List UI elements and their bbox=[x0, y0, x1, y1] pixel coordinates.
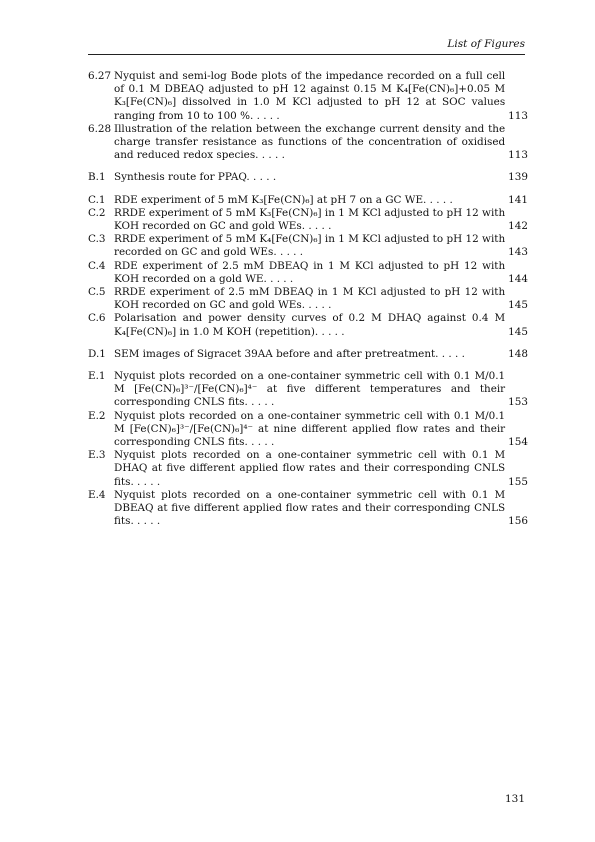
figure-caption: Polarisation and power density curves of 0.2 M DHAQ against 0.4 M K₄[Fe(CN)₆] in 1.0 M KOH (repetition). . . . . bbox=[114, 312, 506, 338]
leader-dots: . . . . bbox=[438, 347, 465, 360]
leader-dots: . . . . bbox=[266, 272, 294, 285]
figure-caption: RRDE experiment of 5 mM K₄[Fe(CN)₆] in 1 M KCl adjusted to pH 12 with recorded on GC and gold WEs. . . . . bbox=[114, 233, 506, 259]
page-ref[interactable]: 143 bbox=[508, 246, 528, 259]
page-ref[interactable]: 145 bbox=[508, 325, 528, 338]
page-ref[interactable]: 148 bbox=[508, 347, 528, 360]
figure-caption: RDE experiment of 2.5 mM DBEAQ in 1 M KCl adjusted to pH 12 with KOH recorded on a gold WE. . . . . bbox=[114, 259, 506, 285]
figure-number: E.2 bbox=[88, 409, 106, 422]
figure-number: E.4 bbox=[88, 488, 106, 501]
entry-body bbox=[114, 207, 528, 233]
leader-dots: . . . . bbox=[133, 475, 161, 488]
entry-body bbox=[114, 348, 528, 361]
entry-body bbox=[114, 233, 528, 259]
figure-caption: RDE experiment of 5 mM K₃[Fe(CN)₆] at pH 7 on a GC WE. . . . . bbox=[114, 193, 453, 206]
page-ref[interactable]: 153 bbox=[508, 396, 528, 409]
figure-caption: RRDE experiment of 5 mM K₃[Fe(CN)₆] in 1 M KCl adjusted to pH 12 with KOH recorded on GC and gold WEs. . . . . bbox=[114, 206, 506, 233]
figure-number: D.1 bbox=[88, 347, 106, 360]
figure-caption: Nyquist plots recorded on a one-container symmetric cell with 0.1 M/0.1 M [Fe(CN)₆]³⁻/[Fe(CN)₆]⁴⁻ at five different temperatures and their corresponding CNLS fits. . . . . bbox=[114, 370, 506, 409]
entry-body bbox=[114, 449, 528, 489]
entry-body bbox=[114, 489, 528, 529]
leader-dots: . . . . bbox=[258, 149, 285, 162]
figure-number: B.1 bbox=[88, 171, 106, 184]
entry-body bbox=[114, 370, 528, 410]
lof-entry[interactable] bbox=[88, 449, 528, 489]
entry-body bbox=[114, 410, 528, 450]
lof-entry[interactable] bbox=[88, 489, 528, 529]
figure-number: C.6 bbox=[88, 312, 106, 325]
figure-caption: Illustration of the relation between the exchange current density and the charge transfer resistance as functions of the concentration of oxidised and reduced redox species. . . . . bbox=[114, 122, 506, 162]
lof-entry[interactable] bbox=[88, 410, 528, 450]
page-ref[interactable]: 142 bbox=[508, 220, 528, 233]
running-header bbox=[88, 38, 525, 54]
page-ref[interactable]: 155 bbox=[508, 475, 528, 488]
leader-dots: . . . . bbox=[305, 299, 332, 312]
lof-group bbox=[88, 348, 528, 361]
leader-dots: . . . . bbox=[276, 246, 304, 259]
lof-group bbox=[88, 370, 528, 528]
page-ref[interactable]: 139 bbox=[508, 171, 528, 184]
leader-dots: . . . . bbox=[253, 109, 280, 122]
lof-entry[interactable] bbox=[88, 123, 528, 163]
figure-number: C.2 bbox=[88, 206, 106, 219]
page-ref[interactable]: 156 bbox=[508, 515, 528, 528]
header-rule bbox=[88, 54, 525, 55]
lof-entry[interactable] bbox=[88, 286, 528, 312]
figure-caption: Synthesis route for PPAQ. . . . . bbox=[114, 171, 277, 184]
running-header-title: List of Figures bbox=[447, 38, 525, 50]
lof-group bbox=[88, 194, 528, 339]
entry-body bbox=[114, 171, 528, 184]
leader-dots: . . . . bbox=[247, 436, 275, 449]
page-number: 131 bbox=[504, 793, 525, 805]
page-ref[interactable]: 113 bbox=[508, 109, 528, 122]
figure-number: C.5 bbox=[88, 286, 106, 299]
entry-body bbox=[114, 260, 528, 286]
figure-number: 6.27 bbox=[88, 70, 112, 82]
figure-caption: SEM images of Sigracet 39AA before and after pretreatment. . . . . bbox=[114, 347, 465, 360]
entry-body bbox=[114, 286, 528, 312]
entry-body bbox=[114, 70, 528, 123]
lof-group bbox=[88, 171, 528, 184]
leader-dots: . . . . bbox=[247, 396, 275, 409]
figure-number: C.4 bbox=[88, 259, 106, 272]
page-ref[interactable]: 145 bbox=[508, 299, 528, 312]
lof-entry[interactable] bbox=[88, 70, 528, 123]
lof-entry[interactable] bbox=[88, 194, 528, 207]
figure-caption: Nyquist plots recorded on a one-container symmetric cell with 0.1 M DBEAQ at five different applied flow rates and their corresponding CNLS fits. . . . . bbox=[114, 488, 506, 528]
lof-group bbox=[88, 70, 528, 162]
figure-caption: Nyquist plots recorded on a one-container symmetric cell with 0.1 M/0.1 M [Fe(CN)₆]³⁻/[Fe(CN)₆]⁴⁻ at nine different applied flow rates and their corresponding CNLS fits. . . . . bbox=[114, 409, 506, 449]
leader-dots: . . . . bbox=[305, 220, 332, 233]
leader-dots: . . . . bbox=[318, 325, 345, 338]
lof-entry[interactable] bbox=[88, 260, 528, 286]
lof-entry[interactable] bbox=[88, 312, 528, 338]
figure-caption: Nyquist plots recorded on a one-container symmetric cell with 0.1 M DHAQ at five different applied flow rates and their corresponding CNLS fits. . . . . bbox=[114, 449, 506, 488]
list-of-figures bbox=[88, 70, 528, 538]
figure-number: E.1 bbox=[88, 370, 106, 383]
page-ref[interactable]: 113 bbox=[508, 149, 528, 162]
lof-entry[interactable] bbox=[88, 370, 528, 410]
leader-dots: . . . . bbox=[133, 515, 161, 528]
figure-caption: RRDE experiment of 2.5 mM DBEAQ in 1 M KCl adjusted to pH 12 with KOH recorded on GC and gold WEs. . . . . bbox=[114, 286, 506, 312]
figure-number: C.3 bbox=[88, 233, 106, 246]
entry-body bbox=[114, 123, 528, 163]
leader-dots: . . . . bbox=[249, 171, 277, 184]
page-ref[interactable]: 154 bbox=[508, 436, 528, 449]
page-ref[interactable]: 141 bbox=[508, 193, 528, 206]
figure-caption: Nyquist and semi-log Bode plots of the impedance recorded on a full cell of 0.1 M DBEAQ adjusted to pH 12 against 0.15 M K₄[Fe(CN)₆]+0.05 M K₃[Fe(CN)₆] dissolved in 1.0 M KCl adjusted to pH 12 at SOC values ranging from 10 to 100 %. . . . . bbox=[114, 70, 506, 122]
lof-entry[interactable] bbox=[88, 171, 528, 184]
figure-number: C.1 bbox=[88, 193, 106, 206]
figure-number: 6.28 bbox=[88, 122, 112, 135]
page-ref[interactable]: 144 bbox=[508, 272, 528, 285]
entry-body bbox=[114, 194, 528, 207]
lof-entry[interactable] bbox=[88, 233, 528, 259]
lof-entry[interactable] bbox=[88, 348, 528, 361]
figure-number: E.3 bbox=[88, 449, 106, 462]
lof-entry[interactable] bbox=[88, 207, 528, 233]
entry-body bbox=[114, 312, 528, 338]
leader-dots: . . . . bbox=[426, 193, 453, 206]
